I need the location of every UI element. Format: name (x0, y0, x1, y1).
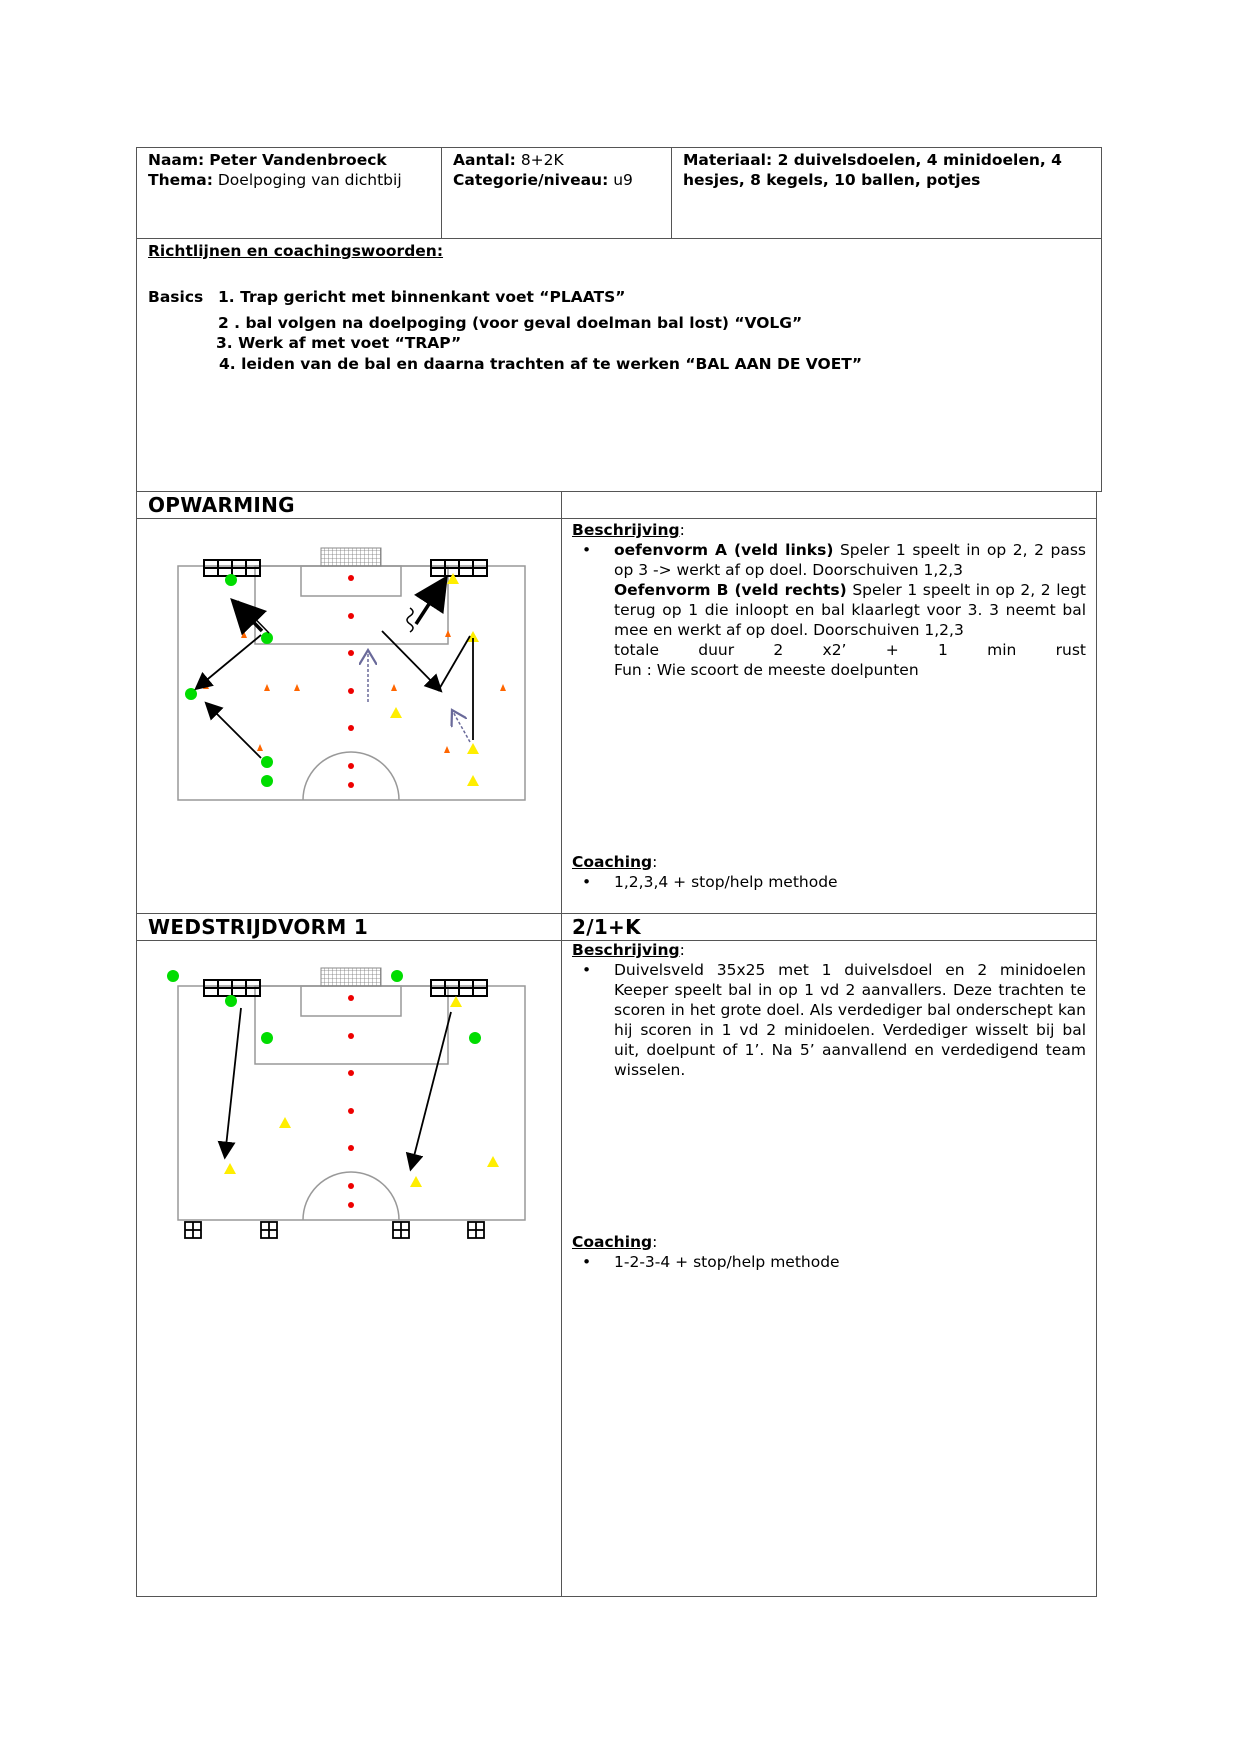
wedstrijdvorm-bullet: • Duivelsveld 35x25 met 1 duivelsdoel en 2 minidoelen Keeper speelt bal in op 1 vd 2 aanvallers. Deze trachten te scoren in het grote doel. Als verdediger bal onderschept kan hij scoren in 1 vd 2 minidoelen. Verdediger wisselt bij bal uit, doelpunt of 1’. Na 5’ aanvallend en verdedigend team wisselen. (572, 960, 1086, 1080)
aantal-label: Aantal: (453, 151, 516, 169)
oefenvorm-a-text: Speler 1 speelt in op 2, 2 pass op 3 -> werkt af op doel. Doorschuiven 1,2,3 (614, 541, 1086, 579)
aantal-value: 8+2K (520, 151, 564, 169)
wedstrijdvorm-coaching-item: • 1-2-3-4 + stop/help methode (572, 1252, 1086, 1272)
aantal-cell (453, 150, 633, 190)
pass-arrows (225, 1008, 451, 1168)
center-line-dots (348, 995, 354, 1208)
opwarming-beschrijving-label: Beschrijving (572, 521, 680, 539)
run-arrow-2 (452, 710, 470, 742)
thema-label: Thema: (148, 171, 213, 189)
basics-item-2: 2 . bal volgen na doelpoging (voor geval doelman bal lost) “VOLG” (218, 314, 803, 332)
oefenvorm-a-label: oefenvorm A (veld links) (614, 541, 834, 559)
naam-cell (148, 150, 402, 190)
header-divider-2 (671, 147, 672, 239)
mini-goal-left (204, 560, 260, 576)
opwarming-coaching-label: Coaching (572, 853, 653, 871)
materiaal-line-1: Materiaal: 2 duivelsdoelen, 4 minidoelen, 4 (683, 151, 1062, 169)
totale-duur-text: totale duur 2 x2’ + 1 min rust (614, 641, 1086, 659)
small-goals-bottom (185, 1222, 484, 1238)
oefenvorm-b-label: Oefenvorm B (veld rechts) (614, 581, 847, 599)
opwarming-field-diagram (140, 530, 560, 830)
opwarming-title: OPWARMING (148, 493, 295, 517)
yellow-players (390, 573, 479, 786)
opwarming-coaching-item: • 1,2,3,4 + stop/help methode (572, 872, 1086, 892)
opwarming-right-header (561, 491, 1097, 519)
materiaal-line-2: hesjes, 8 kegels, 10 ballen, potjes (683, 171, 981, 189)
center-line-dots (348, 575, 354, 788)
wedstrijdvorm-coaching-label: Coaching (572, 1233, 653, 1251)
naam-value: Peter Vandenbroeck (209, 151, 387, 169)
mini-goal-right (431, 980, 487, 996)
yellow-players (224, 996, 499, 1187)
center-circle (303, 1172, 399, 1220)
categorie-label: Categorie/niveau: (453, 171, 609, 189)
materiaal-cell (683, 150, 1062, 190)
pass-arrows (197, 581, 473, 758)
wedstrijdvorm-description: Beschrijving: • Duivelsveld 35x25 met 1 duivelsdoel en 2 minidoelen Keeper speelt bal in op 1 vd 2 aanvallers. Deze trachten te scoren in het grote doel. Als verdediger bal onderschept kan hij scoren in 1 vd 2 minidoelen. Verdediger wisselt bij bal uit, doelpunt of 1’. Na 5’ aanvallend en verdedigend team wisselen. (572, 940, 1086, 1080)
header-divider-1 (441, 147, 442, 239)
basics-item-3: 3. Werk af met voet “TRAP” (216, 334, 462, 352)
center-circle (303, 752, 399, 800)
mini-goal-left (204, 980, 260, 996)
main-goal-net (321, 968, 381, 986)
fun-text: Fun : Wie scoort de meeste doelpunten (614, 661, 919, 679)
basics-label: Basics (148, 288, 204, 306)
dribble-squiggle (407, 608, 413, 632)
wedstrijdvorm-title: WEDSTRIJDVORM 1 (148, 915, 369, 939)
main-goal-net (321, 548, 381, 566)
wedstrijdvorm-right-header (561, 913, 1097, 941)
richtlijnen-title: Richtlijnen en coachingswoorden: (148, 242, 444, 260)
wedstrijdvorm-beschrijving-label: Beschrijving (572, 941, 680, 959)
wedstrijdvorm-field-diagram (140, 950, 560, 1270)
opwarming-coaching: Coaching: • 1,2,3,4 + stop/help methode (572, 852, 1086, 892)
mini-goal-right (431, 560, 487, 576)
basics-item-1: 1. Trap gericht met binnenkant voet “PLAATS” (218, 288, 626, 306)
basics-item-4: 4. leiden van de bal en daarna trachten af te werken “BAL AAN DE VOET” (219, 355, 863, 373)
wedstrijdvorm-coaching: Coaching: • 1-2-3-4 + stop/help methode (572, 1232, 1086, 1272)
naam-label: Naam: (148, 151, 205, 169)
wedstrijdvorm-format: 2/1+K (572, 915, 641, 939)
oefenvorm-b-text: Speler 1 speelt in op 2, 2 legt terug op 1 die inloopt en bal klaarlegt voor 3. 3 neemt bal mee en werkt af op doel. Doorschuiven 1,2,3 (614, 581, 1086, 639)
categorie-value: u9 (613, 171, 633, 189)
cones (203, 630, 506, 753)
green-players (185, 574, 273, 787)
opwarming-description: Beschrijving: • oefenvorm A (veld links) Speler 1 speelt in op 2, 2 pass op 3 -> werkt af op doel. Doorschuiven 1,2,3 Oefenvorm B (veld rechts) Speler 1 speelt in op 2, 2 legt terug op 1 die inloopt en bal klaarlegt voor 3. 3 neemt bal mee en werkt af op doel. Doorschuiven 1,2,3 totale duur 2 x2’ + 1 min rust Fun : Wie scoort de meeste doelpunten (572, 520, 1086, 680)
opwarming-bullet (572, 540, 1086, 680)
thema-value: Doelpoging van dichtbij (217, 171, 402, 189)
